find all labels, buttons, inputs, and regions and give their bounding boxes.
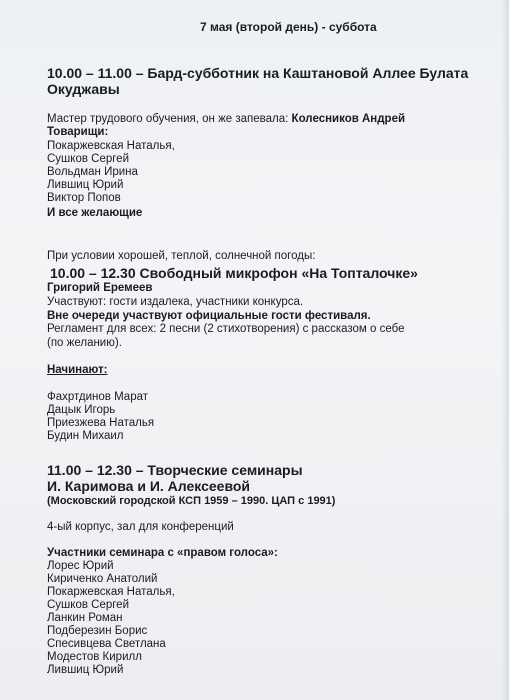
event3-location: 4-ый корпус, зал для конференций	[47, 521, 234, 533]
list-item: Покаржевская Наталья,	[47, 140, 175, 152]
list-item: Модестов Кирилл	[47, 651, 142, 663]
day-header: 7 мая (второй день) - суббота	[200, 20, 377, 34]
list-item: Ланкин Роман	[47, 612, 123, 624]
event2-start-label: Начинают:	[47, 364, 108, 376]
event1-master-name: Колесников Андрей	[291, 113, 406, 125]
event1-master	[47, 113, 405, 126]
list-item: Сушков Сергей	[47, 153, 129, 165]
event2-guests: Вне очереди участвуют официальные гости фестиваля.	[47, 310, 371, 322]
event1-all-willing: И все желающие	[47, 207, 143, 219]
list-item: Подберезин Борис	[47, 625, 148, 637]
list-item: Дацык Игорь	[47, 404, 116, 416]
list-item: Лорес Юрий	[47, 560, 114, 572]
event1-title-line1: 10.00 – 11.00 – Бард-субботник на Каштановой Аллее Булата	[47, 65, 469, 81]
event3-members-label: Участники семинара с «правом голоса»:	[47, 547, 278, 559]
event2-title: 10.00 – 12.30 Свободный микрофон «На Топталочке»	[50, 265, 418, 281]
event3-title-line2: И. Каримова и И. Алексеевой	[47, 478, 251, 494]
event1-master-prefix: Мастер трудового обучения, он же запевала:	[47, 113, 292, 125]
event2-rules-line1: Регламент для всех: 2 песни (2 стихотворения) с рассказом о себе	[47, 323, 405, 335]
list-item: Приезжева Наталья	[47, 417, 155, 429]
event1-comrades-list	[47, 140, 175, 205]
list-item: Покаржевская Наталья,	[47, 586, 175, 598]
event3-title-line1: 11.00 – 12.30 – Творческие семинары	[47, 462, 303, 478]
list-item: Спесивцева Светлана	[47, 638, 166, 650]
event2-rules-line2: (по желанию).	[47, 337, 122, 349]
page-edge-shadow	[501, 0, 509, 700]
event3-members-list	[47, 560, 175, 677]
list-item: Фахртдинов Марат	[47, 391, 149, 403]
list-item: Сушков Сергей	[47, 599, 129, 611]
event2-condition: При условии хорошей, теплой, солнечной погоды:	[47, 250, 316, 262]
list-item: Лившиц Юрий	[47, 179, 124, 191]
list-item: Вольдман Ирина	[47, 166, 138, 178]
event1-comrades-label: Товарищи:	[47, 126, 109, 138]
list-item: Лившиц Юрий	[47, 664, 124, 676]
event3-subtitle: (Московский городской КСП 1959 – 1990. ЦАП с 1991)	[47, 495, 336, 507]
list-item: Кириченко Анатолий	[47, 573, 158, 585]
list-item: Будин Михаил	[47, 430, 124, 442]
event2-starters-list	[47, 391, 154, 443]
event2-participants: Участвуют: гости издалека, участники конкурса.	[47, 296, 304, 308]
event2-host: Григорий Еремеев	[47, 282, 153, 294]
event1-title-line2: Окуджавы	[47, 81, 120, 97]
list-item: Виктор Попов	[47, 192, 121, 204]
